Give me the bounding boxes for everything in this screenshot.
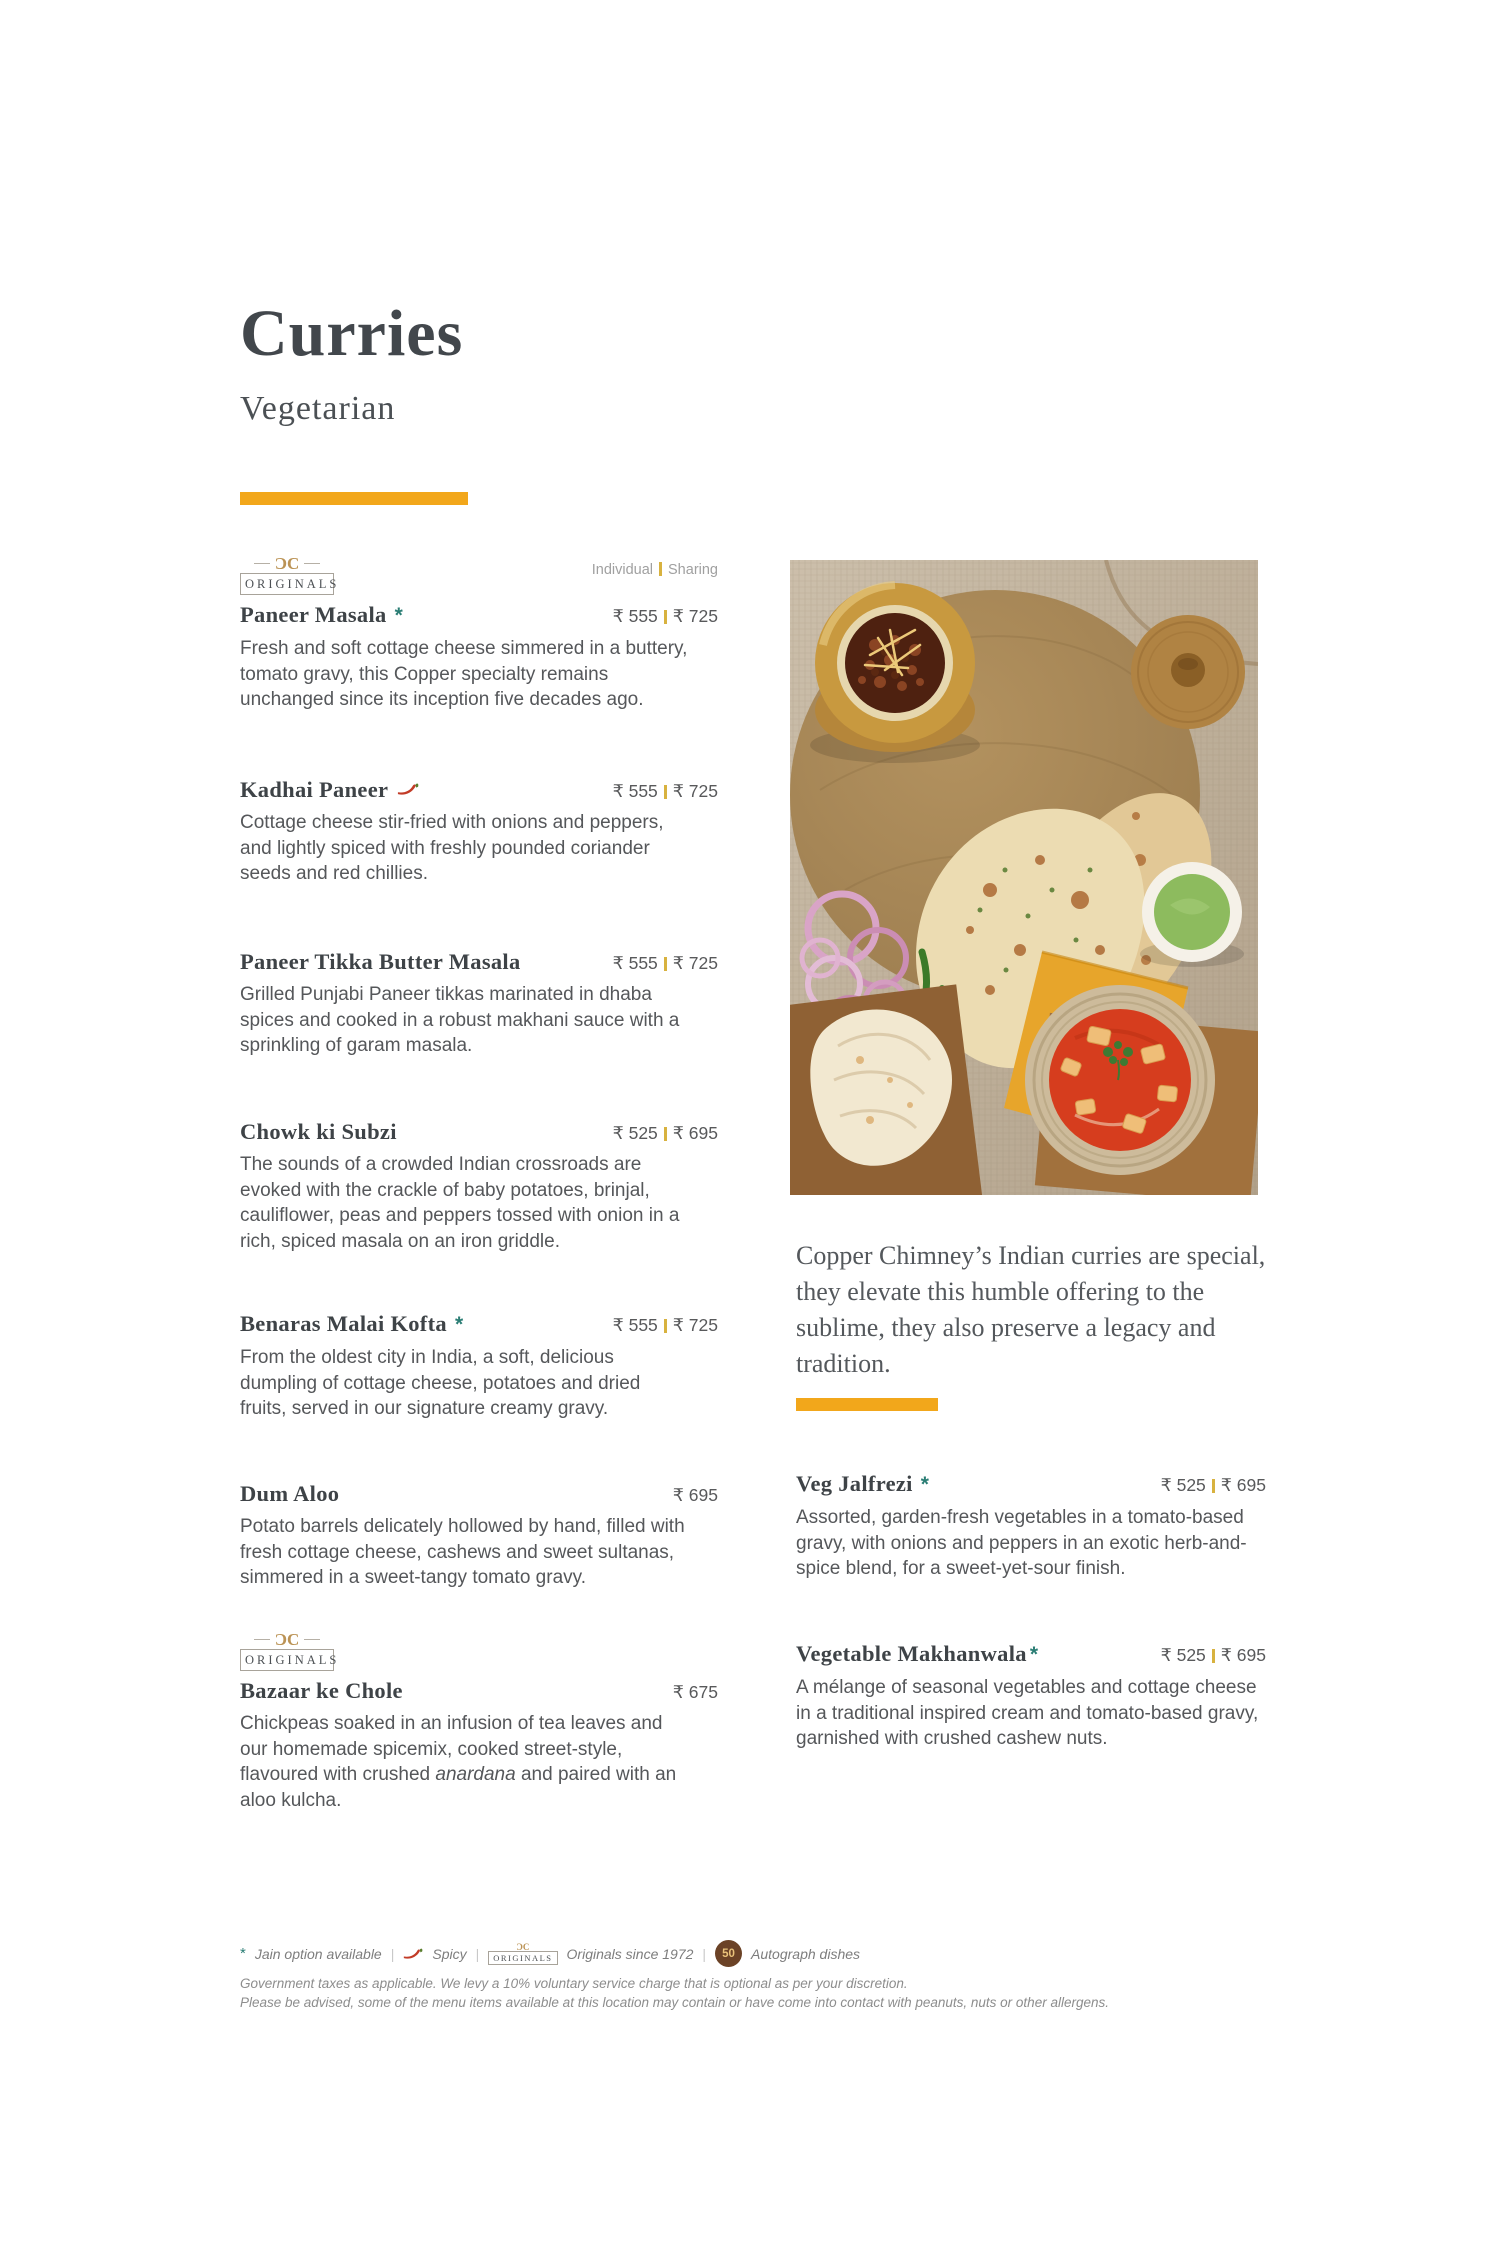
jain-star-icon: *: [454, 1313, 464, 1336]
item-price: ₹ 525 ₹ 695: [1160, 1475, 1266, 1495]
gold-separator: [664, 957, 667, 971]
paneer-curry-bowl: [1025, 985, 1215, 1175]
menu-item-veg-jalfrezi: [796, 1470, 1266, 1582]
accent-bar: [796, 1398, 938, 1411]
item-description: Assorted, garden-fresh vegetables in a tomato-based gravy, with onions and peppers in an exotic herb-and-spice blend, for a sweet-yet-sour finish.: [796, 1507, 1247, 1579]
spicy-chili-icon: [403, 1947, 423, 1961]
gold-separator: [664, 785, 667, 799]
item-name: Kadhai Paneer: [240, 776, 419, 804]
page-subtitle: Vegetarian: [240, 390, 396, 427]
item-description: Cottage cheese stir-fried with onions and peppers, and lightly spiced with freshly pounded coriander seeds and red chillies.: [240, 812, 664, 884]
item-price: ₹ 555 ₹ 725: [612, 606, 718, 626]
jain-star-icon: *: [394, 604, 404, 627]
menu-item-dum-aloo: [240, 1480, 718, 1591]
legend-separator: |: [702, 1945, 707, 1962]
legend-separator: |: [475, 1945, 480, 1962]
item-name: Vegetable Makhanwala *: [796, 1641, 1039, 1666]
item-description: From the oldest city in India, a soft, delicious dumpling of cottage cheese, potatoes and dried fruits, served in our signature creamy gravy.: [240, 1347, 641, 1419]
item-price: ₹ 695: [672, 1485, 718, 1505]
originals-badge: [240, 554, 340, 595]
footer: [240, 1940, 1270, 2012]
menu-item-benaras-malai-kofta: [240, 1310, 718, 1422]
spicy-legend-label: Spicy: [432, 1945, 467, 1962]
wooden-lid: [1131, 615, 1245, 729]
sharing-label: Sharing: [668, 562, 718, 578]
menu-item-chowk-ki-subzi: [240, 1118, 718, 1254]
item-price: ₹ 555 ₹ 725: [612, 1315, 718, 1335]
item-description: Fresh and soft cottage cheese simmered in a buttery, tomato gravy, this Copper specialty remains unchanged since its inception five decades ago.: [240, 638, 688, 710]
item-name: Veg Jalfrezi *: [796, 1471, 930, 1496]
menu-item-bazaar-ke-chole: [240, 1632, 718, 1813]
originals-badge: [240, 1630, 340, 1671]
spicy-chili-icon: [397, 782, 419, 797]
disclaimer-text: [240, 1975, 1270, 2012]
item-name: Bazaar ke Chole: [240, 1678, 403, 1703]
legend-separator: |: [390, 1945, 395, 1962]
item-name: Paneer Tikka Butter Masala: [240, 949, 521, 974]
originals-monogram-icon: ƆC: [240, 556, 334, 571]
intro-quote: Copper Chimney’s Indian curries are special, they elevate this humble offering to the sublime, they also preserve a legacy and tradition.: [796, 1241, 1266, 1378]
jain-star-icon: *: [920, 1473, 930, 1496]
accent-bar: [240, 492, 468, 505]
item-description: A mélange of seasonal vegetables and cottage cheese in a traditional inspired cream and tomato-based gravy, garnished with crushed cashew nuts.: [796, 1677, 1259, 1749]
gold-separator: [1212, 1649, 1215, 1663]
autograph-50-icon: 50: [715, 1940, 742, 1967]
item-description: The sounds of a crowded Indian crossroads are evoked with the crackle of baby potatoes, brinjal, cauliflower, peas and peppers tossed with onion in a rich, spiced masala on an iron griddle.: [240, 1154, 680, 1252]
item-price: ₹ 525 ₹ 695: [612, 1123, 718, 1143]
roomali-roti: [790, 984, 982, 1195]
item-description: Chickpeas soaked in an infusion of tea leaves and our homemade spicemix, cooked street-style, flavoured with crushed anardana and paired with an aloo kulcha.: [240, 1713, 677, 1811]
item-price: ₹ 675: [672, 1682, 718, 1702]
clay-pot-curry: [810, 583, 980, 763]
food-photo: [790, 560, 1258, 1195]
menu-item-paneer-masala: [240, 556, 718, 713]
jain-star-icon: *: [240, 1945, 246, 1962]
gold-separator: [664, 610, 667, 624]
individual-label: Individual: [591, 562, 654, 578]
item-name: Paneer Masala *: [240, 602, 404, 627]
gold-separator: [664, 1127, 667, 1141]
item-description: Potato barrels delicately hollowed by hand, filled with fresh cottage cheese, cashews and sweet sultanas, simmered in a sweet-tangy tomato gravy.: [240, 1516, 685, 1588]
originals-badge-label: ORIGINALS: [240, 573, 334, 595]
menu-item-vegetable-makhanwala: [796, 1640, 1266, 1752]
originals-legend-label: Originals since 1972: [566, 1945, 694, 1962]
gold-separator: [664, 1319, 667, 1333]
legend-row: [240, 1940, 1270, 1967]
item-description: Grilled Punjabi Paneer tikkas marinated in dhaba spices and cooked in a robust makhani sauce with a sprinkling of garam masala.: [240, 984, 680, 1056]
disclaimer-line-1: Government taxes as applicable. We levy a 10% voluntary service charge that is optional as per your discretion.: [240, 1976, 908, 1991]
gold-separator: [1212, 1479, 1215, 1493]
item-price: ₹ 525 ₹ 695: [1160, 1645, 1266, 1665]
menu-item-kadhai-paneer: [240, 776, 718, 887]
item-price: ₹ 555 ₹ 725: [612, 953, 718, 973]
autograph-legend-label: Autograph dishes: [751, 1945, 861, 1962]
originals-badge-icon: ƆC ORIGINALS: [488, 1943, 557, 1965]
originals-monogram-icon: ƆC: [240, 1632, 334, 1647]
jain-legend-label: Jain option available: [254, 1945, 382, 1962]
originals-badge-label: ORIGINALS: [240, 1649, 334, 1671]
page-title: Curries: [240, 297, 464, 370]
jain-star-icon: *: [1029, 1643, 1039, 1666]
item-price: ₹ 555 ₹ 725: [612, 781, 718, 801]
disclaimer-line-2: Please be advised, some of the menu items available at this location may contain or have come into contact with peanuts, nuts or other allergens.: [240, 1994, 1109, 2010]
item-name: Dum Aloo: [240, 1481, 340, 1506]
item-name: Benaras Malai Kofta *: [240, 1311, 464, 1336]
item-name: Chowk ki Subzi: [240, 1119, 397, 1144]
menu-item-paneer-tikka-butter-masala: [240, 948, 718, 1059]
chutney-bowl: [1140, 862, 1244, 967]
